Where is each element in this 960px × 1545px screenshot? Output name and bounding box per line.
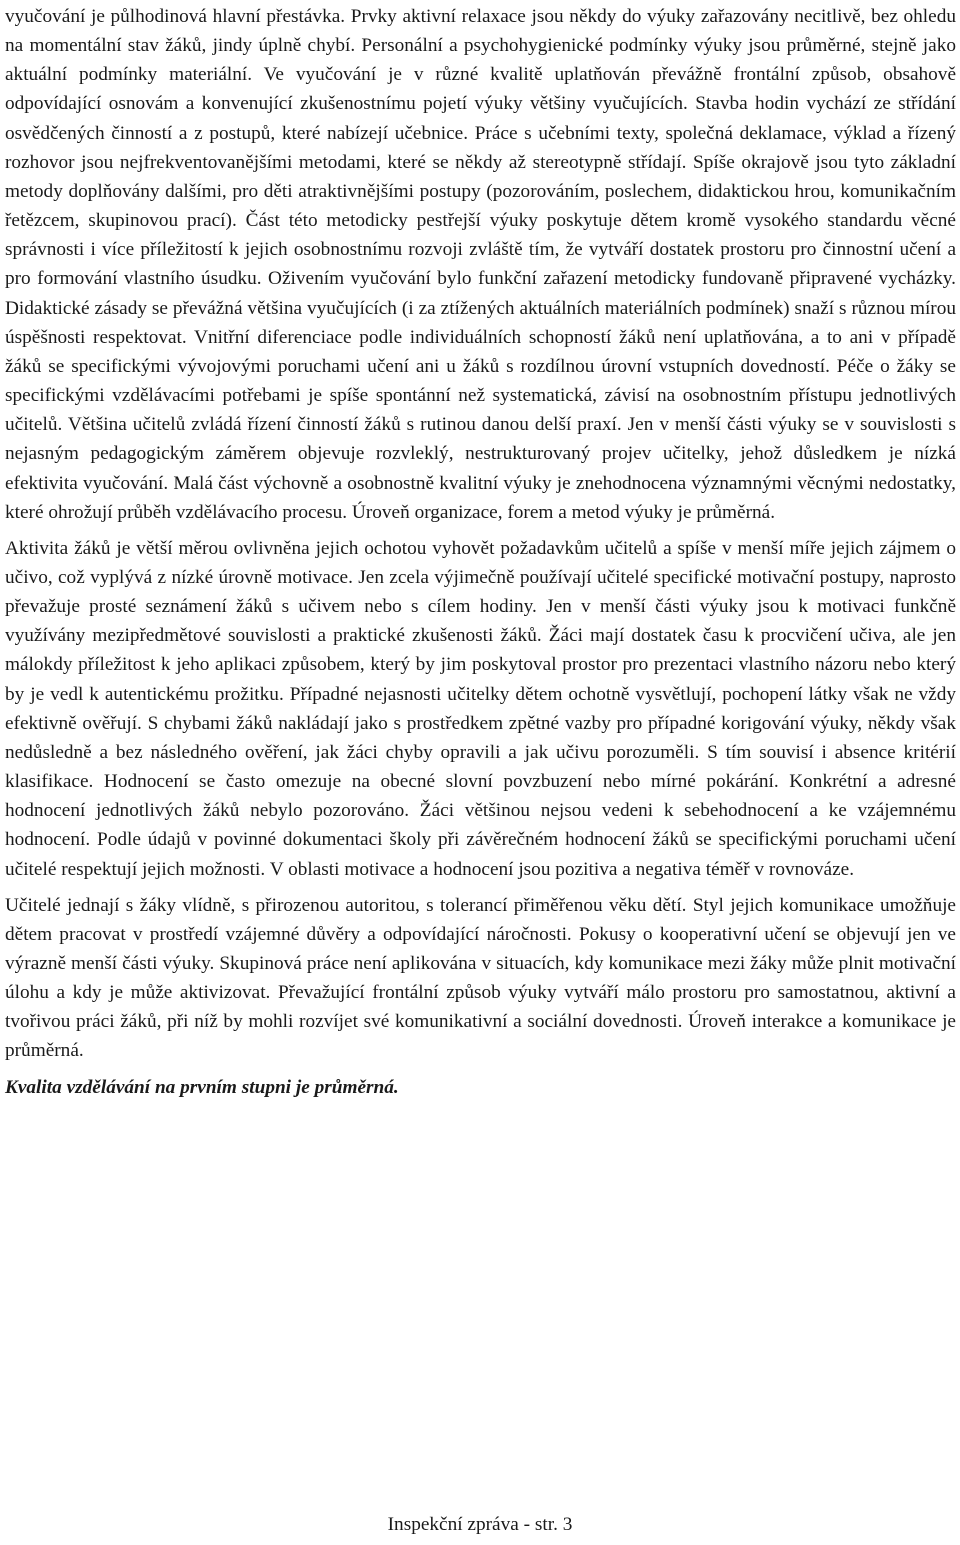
paragraph-motivation-assessment: Aktivita žáků je větší měrou ovlivněna jejich ochotou vyhovět požadavkům učitelů a spíše v menší míře jejich zájmem o učivo, což vyplývá z nízké úrovně motivace. Jen zcela výjimečně používají učitelé specifické motivační postupy, naprosto převažuje prosté seznámení žáků s učivem nebo s cílem hodiny. Jen v menší části výuky jsou k motivaci funkčně využívány mezipředmětové souvislosti a praktické zkušenosti žáků. Žáci mají dostatek času k procvičení učiva, ale jen málokdy příležitost k jeho aplikaci způsobem, který by jim poskytoval prostor pro prezentaci vlastního názoru nebo který by je vedl k autentickému prožitku. Případné nejasnosti učitelky dětem ochotně vysvětlují, pochopení látky však ne vždy efektivně ověřují. S chybami žáků nakládají jako s prostředkem zpětné vazby pro případné korigování výuky, někdy však nedůsledně a bez následného ověření, jak žáci chyby opravili a jak učivu porozuměli. S tím souvisí i absence kritérií klasifikace. Hodnocení se často omezuje na obecné slovní povzbuzení nebo mírné pokárání. Konkrétní a adresné hodnocení jednotlivých žáků nebylo pozorováno. Žáci většinou nejsou vedeni k sebehodnocení a ke vzájemnému hodnocení. Podle údajů v povinné dokumentaci školy při závěrečném hodnocení žáků se specifickými poruchami učení učitelé respektují jejich možnosti. V oblasti motivace a hodnocení jsou pozitiva a negativa téměř v rovnováze.: [5, 537, 956, 880]
page-footer: Inspekční zpráva - str. 3: [387, 1514, 573, 1535]
quality-conclusion: Kvalita vzdělávání na prvním stupni je průměrná.: [5, 1076, 399, 1098]
paragraph-communication: Učitelé jednají s žáky vlídně, s přirozenou autoritou, s tolerancí přiměřenou věku dětí. Styl jejich komunikace umožňuje dětem pracovat v prostředí vzájemné důvěry a odpovídající náročnosti. Pokusy o kooperativní učení se objevují jen ve výrazně menší části výuky. Skupinová práce není aplikována v situacích, kdy komunikace mezi žáky může plnit motivační úlohu a kdy je může aktivizovat. Převažující frontální způsob výuky vytváří málo prostoru pro samostatnou, aktivní a tvořivou práci žáků, při níž by mohli rozvíjet své komunikativní a sociální dovednosti. Úroveň interakce a komunikace je průměrná.: [5, 894, 956, 1062]
paragraph-teaching-methods: vyučování je půlhodinová hlavní přestávka. Prvky aktivní relaxace jsou někdy do výuky zařazovány necitlivě, bez ohledu na momentální stav žáků, jindy úplně chybí. Personální a psychohygienické podmínky výuky jsou průměrné, stejně jako aktuální podmínky materiální. Ve vyučování je v různé kvalitě uplatňován převážně frontální způsob, obsahově odpovídající osnovám a konvenující zkušenostnímu pojetí výuky většiny vyučujících. Stavba hodin vychází ze střídání osvědčených činností a z postupů, které nabízejí učebnice. Práce s učebními texty, společná deklamace, výklad a řízený rozhovor jsou nejfrekventovanějšími metodami, které se někdy až stereotypně střídají. Spíše okrajově jsou tyto základní metody doplňovány dalšími, pro děti atraktivnějšími postupy (pozorováním, poslechem, didaktickou hrou, komunikačním řetězcem, skupinovou prací). Část této metodicky pestřejší výuky poskytuje dětem kromě vysokého standardu věcné správnosti i více příležitostí k jejich osobnostnímu rozvoji zvláště tím, že vytváří dostatek prostoru pro činnostní učení a pro formování vlastního úsudku. Oživením vyučování bylo funkční zařazení metodicky fundovaně připravené vycházky. Didaktické zásady se převážná většina vyučujících (i za ztížených aktuálních materiálních podmínek) snaží s různou mírou úspěšnosti respektovat. Vnitřní diferenciace podle individuálních schopností žáků není uplatňována, a to ani v případě žáků se specifickými vývojovými poruchami učení ani u žáků s rozdílnou úrovní vstupních dovedností. Péče o žáky se specifickými vzdělávacími potřebami je spíše spontánní než systematická, závisí na osobnostním přístupu jednotlivých učitelů. Většina učitelů zvládá řízení činností žáků s rutinou danou delší praxí. Jen v menší části výuky se v souvislosti s nejasným pedagogickým záměrem objevuje rozvleklý, nestrukturovaný projev učitelky, jehož důsledkem je nízká efektivita vyučování. Malá část výchovně a osobnostně kvalitní výuky je znehodnocena významnými věcnými nedostatky, které ohrožují průběh vzdělávacího procesu. Úroveň organizace, forem a metod výuky je průměrná.: [5, 6, 956, 523]
document-body: [5, 2, 956, 1102]
